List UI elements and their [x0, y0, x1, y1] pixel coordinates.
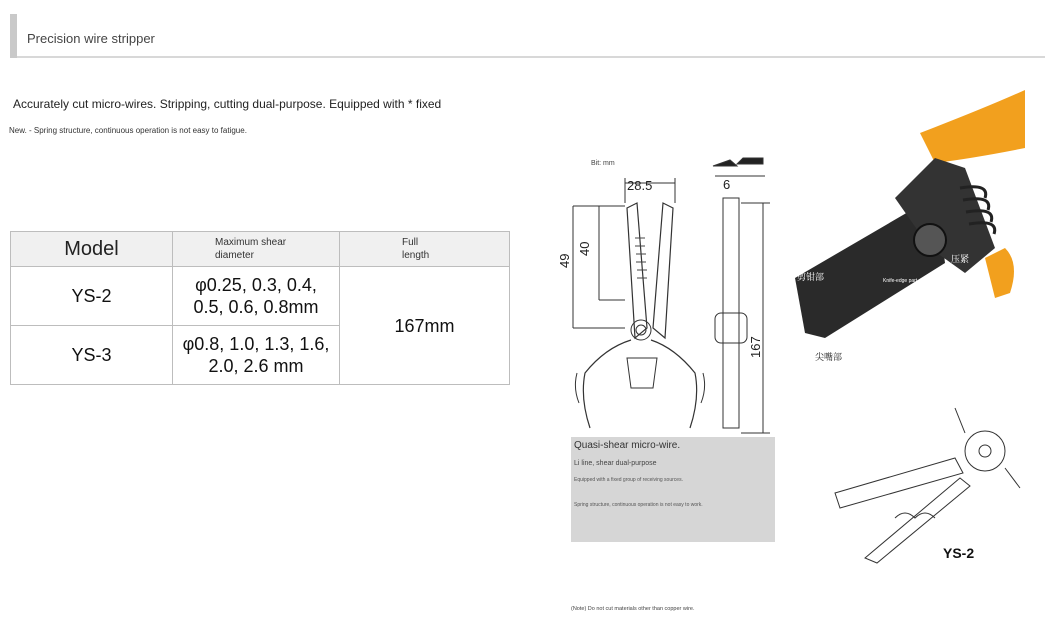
pivot-bolt: [914, 224, 946, 256]
feature-box: [571, 437, 775, 542]
feature-title: Quasi-shear micro-wire.: [574, 440, 681, 451]
cell-diameter-text: φ0.8, 1.0, 1.3, 1.6, 2.0, 2.6 mm: [182, 334, 330, 376]
jaw-outline-right: [653, 203, 673, 338]
header-diameter: [173, 232, 340, 267]
cell-length: 167mm: [340, 267, 510, 385]
cell-diameter-text: φ0.25, 0.3, 0.4, 0.5, 0.6, 0.8mm: [193, 275, 319, 317]
intro-text-line2: New. - Spring structure, continuous operation is not easy to fatigue.: [9, 126, 247, 135]
label-tip-part: 尖嘴部: [815, 352, 843, 362]
feature-line2: Equipped with a fixed group of receiving sources.: [574, 477, 683, 483]
section-header: [10, 14, 1045, 58]
header-length-label: Full length: [402, 237, 430, 261]
sketch-pivot: [965, 431, 1005, 471]
table-header-row: [11, 232, 510, 267]
feature-line1: Li line, shear dual-purpose: [574, 460, 657, 467]
dim-height: 49: [557, 253, 572, 268]
lower-handle: [985, 248, 1014, 298]
sketch-upper-jaw: [835, 458, 963, 508]
sketch-label: YS-2: [943, 545, 975, 561]
label-cut-part: 剪钳部: [797, 272, 825, 282]
dim-length: 167: [748, 336, 763, 358]
line-sketch: [835, 408, 1020, 563]
upper-handle: [920, 90, 1025, 163]
feature-line3: Spring structure, continuous operation is not easy to work.: [574, 502, 703, 508]
dim-thickness: 6: [723, 177, 731, 192]
wire-tip-mark: [713, 160, 737, 166]
page-title: Precision wire stripper: [27, 31, 155, 46]
footnote: (Note) Do not cut materials other than copper wire.: [571, 606, 695, 612]
unit-label: Bit: mm: [591, 160, 615, 167]
handle-outline: [583, 340, 696, 428]
label-press: 压紧: [951, 254, 970, 264]
header-model: Model: [11, 232, 173, 267]
sketch-pivot-inner: [979, 445, 991, 457]
spec-table: [10, 231, 510, 385]
dim-width: 28.5: [627, 178, 653, 193]
stripper-photo: [795, 90, 1025, 362]
table-row: [11, 267, 510, 326]
label-knife-part: Knife-edge part: [883, 278, 918, 284]
dim-inner: 40: [577, 241, 592, 256]
blade-tip-mark: [737, 158, 763, 164]
header-length: [340, 232, 510, 267]
cell-diameter: [173, 326, 340, 385]
cell-diameter: [173, 267, 340, 326]
spring-housing: [627, 358, 657, 388]
side-view-pivot: [715, 313, 747, 343]
dimension-drawing: [557, 158, 770, 433]
intro-text-line1: Accurately cut micro-wires. Stripping, cutting dual-purpose. Equipped with * fixed: [13, 97, 442, 111]
header-accent-bar: [10, 14, 17, 58]
cell-model: YS-3: [11, 326, 173, 385]
header-diameter-label: Maximum shear diameter: [215, 237, 287, 261]
cell-model: YS-2: [11, 267, 173, 326]
